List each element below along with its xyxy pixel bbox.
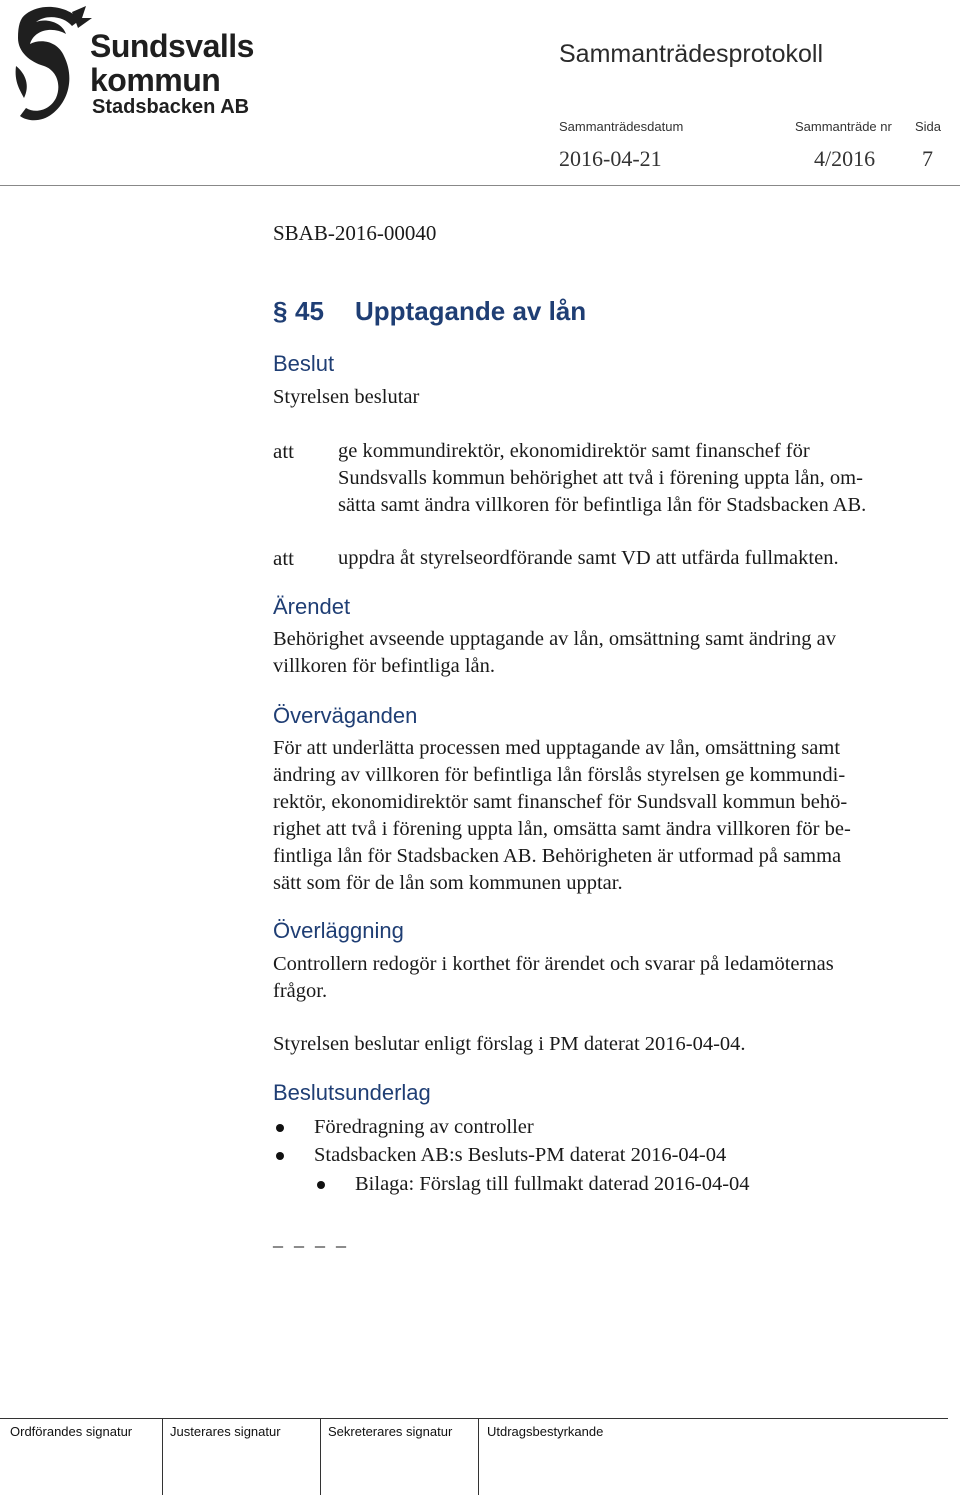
decision-text (338, 438, 958, 519)
text-line: villkoren för befintliga lån. (273, 655, 496, 677)
beslutsunderlag-heading: Beslutsunderlag (273, 1080, 431, 1105)
beslut-intro: Styrelsen beslutar (273, 386, 420, 408)
text-line: rektör, ekonomidirektör samt finanschef för Sundsvall kommun behö- (273, 791, 848, 813)
section-heading (273, 296, 586, 327)
logo-text-line: Sundsvalls (90, 28, 254, 64)
secretary-signature-box (318, 1419, 478, 1495)
footer-label: Sekreterares signatur (328, 1424, 453, 1439)
page-number-value: 7 (922, 146, 933, 171)
section-number: 45 (295, 296, 324, 326)
text-line: righet att två i förening uppta lån, omsätta samt ändra villkoren för be- (273, 818, 851, 840)
section-title: Upptagande av lån (355, 296, 587, 326)
basis-list (314, 1114, 726, 1170)
basis-sublist (355, 1171, 750, 1198)
signature-footer (0, 1418, 948, 1495)
arendet-heading: Ärendet (273, 594, 351, 619)
text-line: Behörighet avseende upptagande av lån, omsättning samt ändring av (273, 628, 837, 650)
decision-label: att (273, 439, 294, 463)
adjuster-signature-box (160, 1419, 320, 1495)
overlaggning-heading: Överläggning (273, 918, 404, 943)
case-number: SBAB-2016-00040 (273, 221, 437, 245)
text-line: sätt som för de lån som kommunen upptar. (273, 872, 623, 894)
section-sign: § (273, 296, 288, 326)
overvaganden-heading: Överväganden (273, 703, 418, 728)
page-label: Sida (915, 119, 942, 134)
list-item: Föredragning av controller (314, 1114, 726, 1142)
overlaggning-paragraph (273, 951, 834, 1005)
footer-label: Utdragsbestyrkande (487, 1424, 604, 1439)
meeting-number-label: Sammanträde nr (795, 119, 892, 134)
meeting-date-value: 2016-04-21 (559, 146, 662, 171)
text-line: ändring av villkoren för befintliga lån förslås styrelsen ge kommundi- (273, 764, 846, 786)
document-title: Sammanträdesprotokoll (559, 40, 824, 68)
chair-signature-box (0, 1419, 162, 1495)
text-line: frågor. (273, 980, 328, 1002)
decision-text: uppdra åt styrelseordförande samt VD att utfärda fullmakten. (338, 547, 839, 569)
logo-text-line: Stadsbacken AB (92, 96, 250, 118)
footer-label: Justerares signatur (170, 1424, 281, 1439)
text-line: ge kommundirektör, ekonomidirektör samt finanschef för (338, 440, 810, 462)
meeting-date-label: Sammanträdesdatum (559, 119, 684, 134)
text-line: Sundsvalls kommun behörighet att två i förening uppta lån, om- (338, 467, 863, 489)
list-item: Stadsbacken AB:s Besluts-PM daterat 2016-04-04 (314, 1142, 726, 1170)
text-line: För att underlätta processen med upptagande av lån, omsättning samt (273, 737, 841, 759)
text-line: sätta samt ändra villkoren för befintliga lån för Stadsbacken AB. (338, 494, 867, 516)
extract-certification-box (477, 1419, 947, 1495)
text-line: fintliga lån för Stadsbacken AB. Behörigheten är utformad på samma (273, 845, 842, 867)
beslut-heading: Beslut (273, 351, 335, 376)
organization-logo (12, 4, 262, 126)
overvaganden-paragraph (273, 735, 851, 897)
arendet-paragraph (273, 626, 836, 680)
list-item: Bilaga: Förslag till fullmakt daterad 2016-04-04 (355, 1171, 750, 1198)
meeting-number-value: 4/2016 (814, 146, 876, 171)
header-divider (0, 185, 960, 186)
text-line: Controllern redogör i korthet för ärendet och svarar på ledamöternas (273, 953, 834, 975)
footer-label: Ordförandes signatur (10, 1424, 133, 1439)
dragon-emblem-icon (12, 4, 94, 126)
section-end-marker: _ _ _ _ (273, 1228, 349, 1250)
logo-text-line: kommun (90, 62, 221, 98)
decision-label: att (273, 546, 294, 570)
board-decision-statement: Styrelsen beslutar enligt förslag i PM daterat 2016-04-04. (273, 1033, 746, 1055)
